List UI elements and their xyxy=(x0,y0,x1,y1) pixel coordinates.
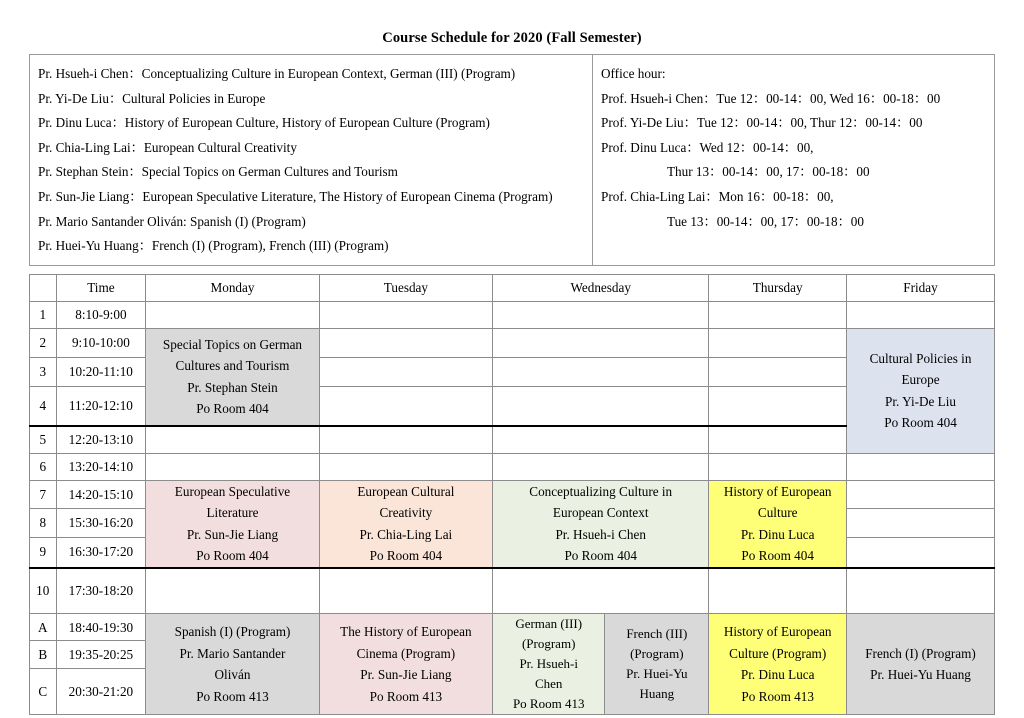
instructor-course-line: Pr. Stephan Stein：Special Topics on German Cultures and Tourism xyxy=(38,164,398,180)
slot-thu-4[interactable] xyxy=(709,386,847,426)
slot-fri-10[interactable] xyxy=(847,568,995,614)
period-time: 12:20-13:10 xyxy=(56,426,146,453)
instructor-course-line: Pr. Hsueh-i Chen：Conceptualizing Culture in European Context, German (III) (Program) xyxy=(38,65,516,81)
slot-wed-10[interactable] xyxy=(493,568,709,614)
course-instructor: Pr. Mario Santander xyxy=(179,645,286,661)
course-title-line: Cultures and Tourism xyxy=(175,358,290,374)
office-hour-line: Thur 13：00-14：00, 17：00-18：00 xyxy=(667,164,870,180)
period-number: 5 xyxy=(30,426,57,453)
course-cell-wednesday-evening-a[interactable] xyxy=(493,614,605,715)
course-title-line: Cultural Policies in xyxy=(869,350,972,366)
slot-fri-6[interactable] xyxy=(847,453,995,480)
course-cell-tuesday-evening[interactable] xyxy=(319,614,492,715)
table-row xyxy=(30,453,995,480)
course-cell-wednesday-evening-b[interactable] xyxy=(605,614,709,715)
course-schedule-table xyxy=(29,274,995,716)
course-cell-tuesday-afternoon[interactable] xyxy=(319,480,492,568)
page-title: Course Schedule for 2020 (Fall Semester) xyxy=(382,30,642,46)
period-time: 11:20-12:10 xyxy=(56,386,146,426)
period-number: A xyxy=(30,614,57,641)
period-time: 10:20-11:10 xyxy=(56,357,146,386)
course-instructor: Pr. Huei-Yu Huang xyxy=(870,667,971,683)
period-time: 16:30-17:20 xyxy=(56,537,146,568)
course-title-line: Literature xyxy=(206,505,259,521)
course-title-line: Cinema (Program) xyxy=(356,645,456,661)
info-band xyxy=(29,54,995,266)
office-hour-line: Prof. Chia-Ling Lai：Mon 16：00-18：00, xyxy=(601,188,834,204)
slot-thu-2[interactable] xyxy=(709,328,847,357)
course-instructor: Pr. Hsueh-i Chen xyxy=(555,526,646,542)
course-cell-thursday-evening[interactable] xyxy=(709,614,847,715)
column-header-period xyxy=(30,274,57,301)
column-header-wednesday: Wednesday xyxy=(493,274,709,301)
table-row xyxy=(30,328,995,357)
course-instructor: Pr. Sun-Jie Liang xyxy=(360,667,452,683)
slot-tue-1[interactable] xyxy=(319,301,492,328)
period-number: 8 xyxy=(30,509,57,537)
slot-thu-5[interactable] xyxy=(709,426,847,453)
instructor-course-line: Pr. Chia-Ling Lai：European Cultural Creativity xyxy=(38,139,297,155)
course-instructor: Pr. Huei-Yu xyxy=(626,666,688,682)
course-title-line: (Program) xyxy=(521,636,576,652)
table-row xyxy=(30,480,995,508)
period-number: 10 xyxy=(30,568,57,614)
course-room: Po Room 404 xyxy=(564,548,637,564)
course-title-line: French (III) xyxy=(626,626,688,642)
slot-tue-5[interactable] xyxy=(319,426,492,453)
course-room: Po Room 413 xyxy=(741,688,814,704)
column-header-monday: Monday xyxy=(146,274,319,301)
course-title-line: Special Topics on German xyxy=(162,336,303,352)
slot-mon-10[interactable] xyxy=(146,568,319,614)
slot-thu-1[interactable] xyxy=(709,301,847,328)
period-time: 17:30-18:20 xyxy=(56,568,146,614)
slot-tue-6[interactable] xyxy=(319,453,492,480)
course-title-line: Europe xyxy=(901,372,940,388)
course-instructor: Pr. Sun-Jie Liang xyxy=(186,526,279,542)
slot-mon-1[interactable] xyxy=(146,301,319,328)
column-header-friday: Friday xyxy=(847,274,995,301)
slot-tue-2[interactable] xyxy=(319,328,492,357)
course-title-line: Culture (Program) xyxy=(729,645,827,661)
course-title-line: (Program) xyxy=(630,646,684,662)
table-header-row xyxy=(30,274,995,301)
slot-thu-10[interactable] xyxy=(709,568,847,614)
period-number: 1 xyxy=(30,301,57,328)
course-cell-thursday-afternoon[interactable] xyxy=(709,480,847,568)
slot-mon-5[interactable] xyxy=(146,426,319,453)
instructor-course-line: Pr. Huei-Yu Huang：French (I) (Program), French (III) (Program) xyxy=(38,238,389,254)
course-title-line: History of European xyxy=(723,624,832,640)
period-time: 19:35-20:25 xyxy=(56,641,146,668)
course-room: Po Room 413 xyxy=(369,688,443,704)
course-cell-monday-afternoon[interactable] xyxy=(146,480,319,568)
column-header-thursday: Thursday xyxy=(709,274,847,301)
instructor-course-line: Pr. Mario Santander Oliván: Spanish (I) (Program) xyxy=(38,213,306,229)
course-cell-monday-morning[interactable] xyxy=(146,328,319,426)
period-number: B xyxy=(30,641,57,668)
instructor-course-line: Pr. Yi-De Liu：Cultural Policies in Europe xyxy=(38,90,266,106)
column-header-time: Time xyxy=(56,274,146,301)
slot-tue-4[interactable] xyxy=(319,386,492,426)
course-title-line: French (I) (Program) xyxy=(865,645,976,661)
course-room: Po Room 404 xyxy=(884,415,957,431)
slot-thu-6[interactable] xyxy=(709,453,847,480)
course-instructor: Pr. Chia-Ling Lai xyxy=(359,526,453,542)
office-hour-line: Prof. Hsueh-i Chen：Tue 12：00-14：00, Wed 16：00-18：00 xyxy=(601,90,941,106)
period-number: 6 xyxy=(30,453,57,480)
slot-fri-7[interactable] xyxy=(847,480,995,508)
slot-thu-3[interactable] xyxy=(709,357,847,386)
office-hour-line: Prof. Yi-De Liu：Tue 12：00-14：00, Thur 12：00-14：00 xyxy=(601,115,923,131)
course-title-line: Spanish (I) (Program) xyxy=(174,624,291,640)
period-number: 9 xyxy=(30,537,57,568)
course-cell-wednesday-afternoon[interactable] xyxy=(493,480,709,568)
course-instructor-cont: Oliván xyxy=(214,667,251,683)
slot-wed-4[interactable] xyxy=(493,386,709,426)
course-instructor-cont: Chen xyxy=(534,676,563,692)
course-instructor: Pr. Dinu Luca xyxy=(740,667,815,683)
period-time: 14:20-15:10 xyxy=(56,480,146,508)
table-row xyxy=(30,614,995,641)
office-hour-line: Tue 13：00-14：00, 17：00-18：00 xyxy=(667,213,864,229)
slot-fri-9[interactable] xyxy=(847,537,995,568)
course-title-line: Culture xyxy=(757,505,798,521)
table-row xyxy=(30,568,995,614)
period-time: 15:30-16:20 xyxy=(56,509,146,537)
period-time: 9:10-10:00 xyxy=(56,328,146,357)
course-cell-friday-evening[interactable] xyxy=(847,614,995,715)
period-number: 7 xyxy=(30,480,57,508)
office-hour-heading: Office hour: xyxy=(601,65,666,81)
slot-tue-3[interactable] xyxy=(319,357,492,386)
course-title-line: Conceptualizing Culture in xyxy=(529,483,673,499)
period-number: 2 xyxy=(30,328,57,357)
course-cell-friday-morning[interactable] xyxy=(847,328,995,453)
table-row xyxy=(30,301,995,328)
office-hour-line: Prof. Dinu Luca：Wed 12：00-14：00, xyxy=(601,139,814,155)
course-title-line: History of European xyxy=(723,483,832,499)
period-time: 20:30-21:20 xyxy=(56,668,146,714)
course-room: Po Room 404 xyxy=(369,548,443,564)
course-instructor: Pr. Hsueh-i xyxy=(519,656,578,672)
period-number: 3 xyxy=(30,357,57,386)
instructor-course-line: Pr. Dinu Luca：History of European Culture, History of European Culture (Program) xyxy=(38,115,490,131)
slot-wed-3[interactable] xyxy=(493,357,709,386)
course-instructor: Pr. Dinu Luca xyxy=(740,526,815,542)
instructor-course-list xyxy=(30,55,593,265)
course-room: Po Room 404 xyxy=(741,548,814,564)
slot-wed-6[interactable] xyxy=(493,453,709,480)
course-title-line: The History of European xyxy=(340,624,472,640)
slot-fri-1[interactable] xyxy=(847,301,995,328)
period-number: 4 xyxy=(30,386,57,426)
slot-mon-6[interactable] xyxy=(146,453,319,480)
column-header-tuesday: Tuesday xyxy=(319,274,492,301)
course-room: Po Room 404 xyxy=(196,401,269,417)
slot-tue-10[interactable] xyxy=(319,568,492,614)
course-instructor: Pr. Stephan Stein xyxy=(187,379,278,395)
course-title-line: European Cultural xyxy=(357,483,455,499)
period-time: 13:20-14:10 xyxy=(56,453,146,480)
slot-fri-8[interactable] xyxy=(847,509,995,537)
period-number: C xyxy=(30,668,57,714)
slot-wed-5[interactable] xyxy=(493,426,709,453)
course-instructor: Pr. Yi-De Liu xyxy=(885,393,956,409)
course-instructor-cont: Huang xyxy=(639,686,675,702)
instructor-course-line: Pr. Sun-Jie Liang：European Speculative Literature, The History of European Cinema (Program) xyxy=(38,188,553,204)
period-time: 18:40-19:30 xyxy=(56,614,146,641)
office-hour-list xyxy=(593,55,994,265)
period-time: 8:10-9:00 xyxy=(56,301,146,328)
course-cell-monday-evening[interactable] xyxy=(146,614,319,715)
course-title-line: European Context xyxy=(552,505,649,521)
course-room: Po Room 413 xyxy=(196,688,269,704)
course-room: Po Room 413 xyxy=(512,696,585,712)
course-room: Po Room 404 xyxy=(196,548,269,564)
course-title-line: European Speculative xyxy=(174,483,291,499)
slot-wed-1[interactable] xyxy=(493,301,709,328)
course-title-line: Creativity xyxy=(379,505,433,521)
course-title-line: German (III) xyxy=(515,616,583,632)
slot-wed-2[interactable] xyxy=(493,328,709,357)
